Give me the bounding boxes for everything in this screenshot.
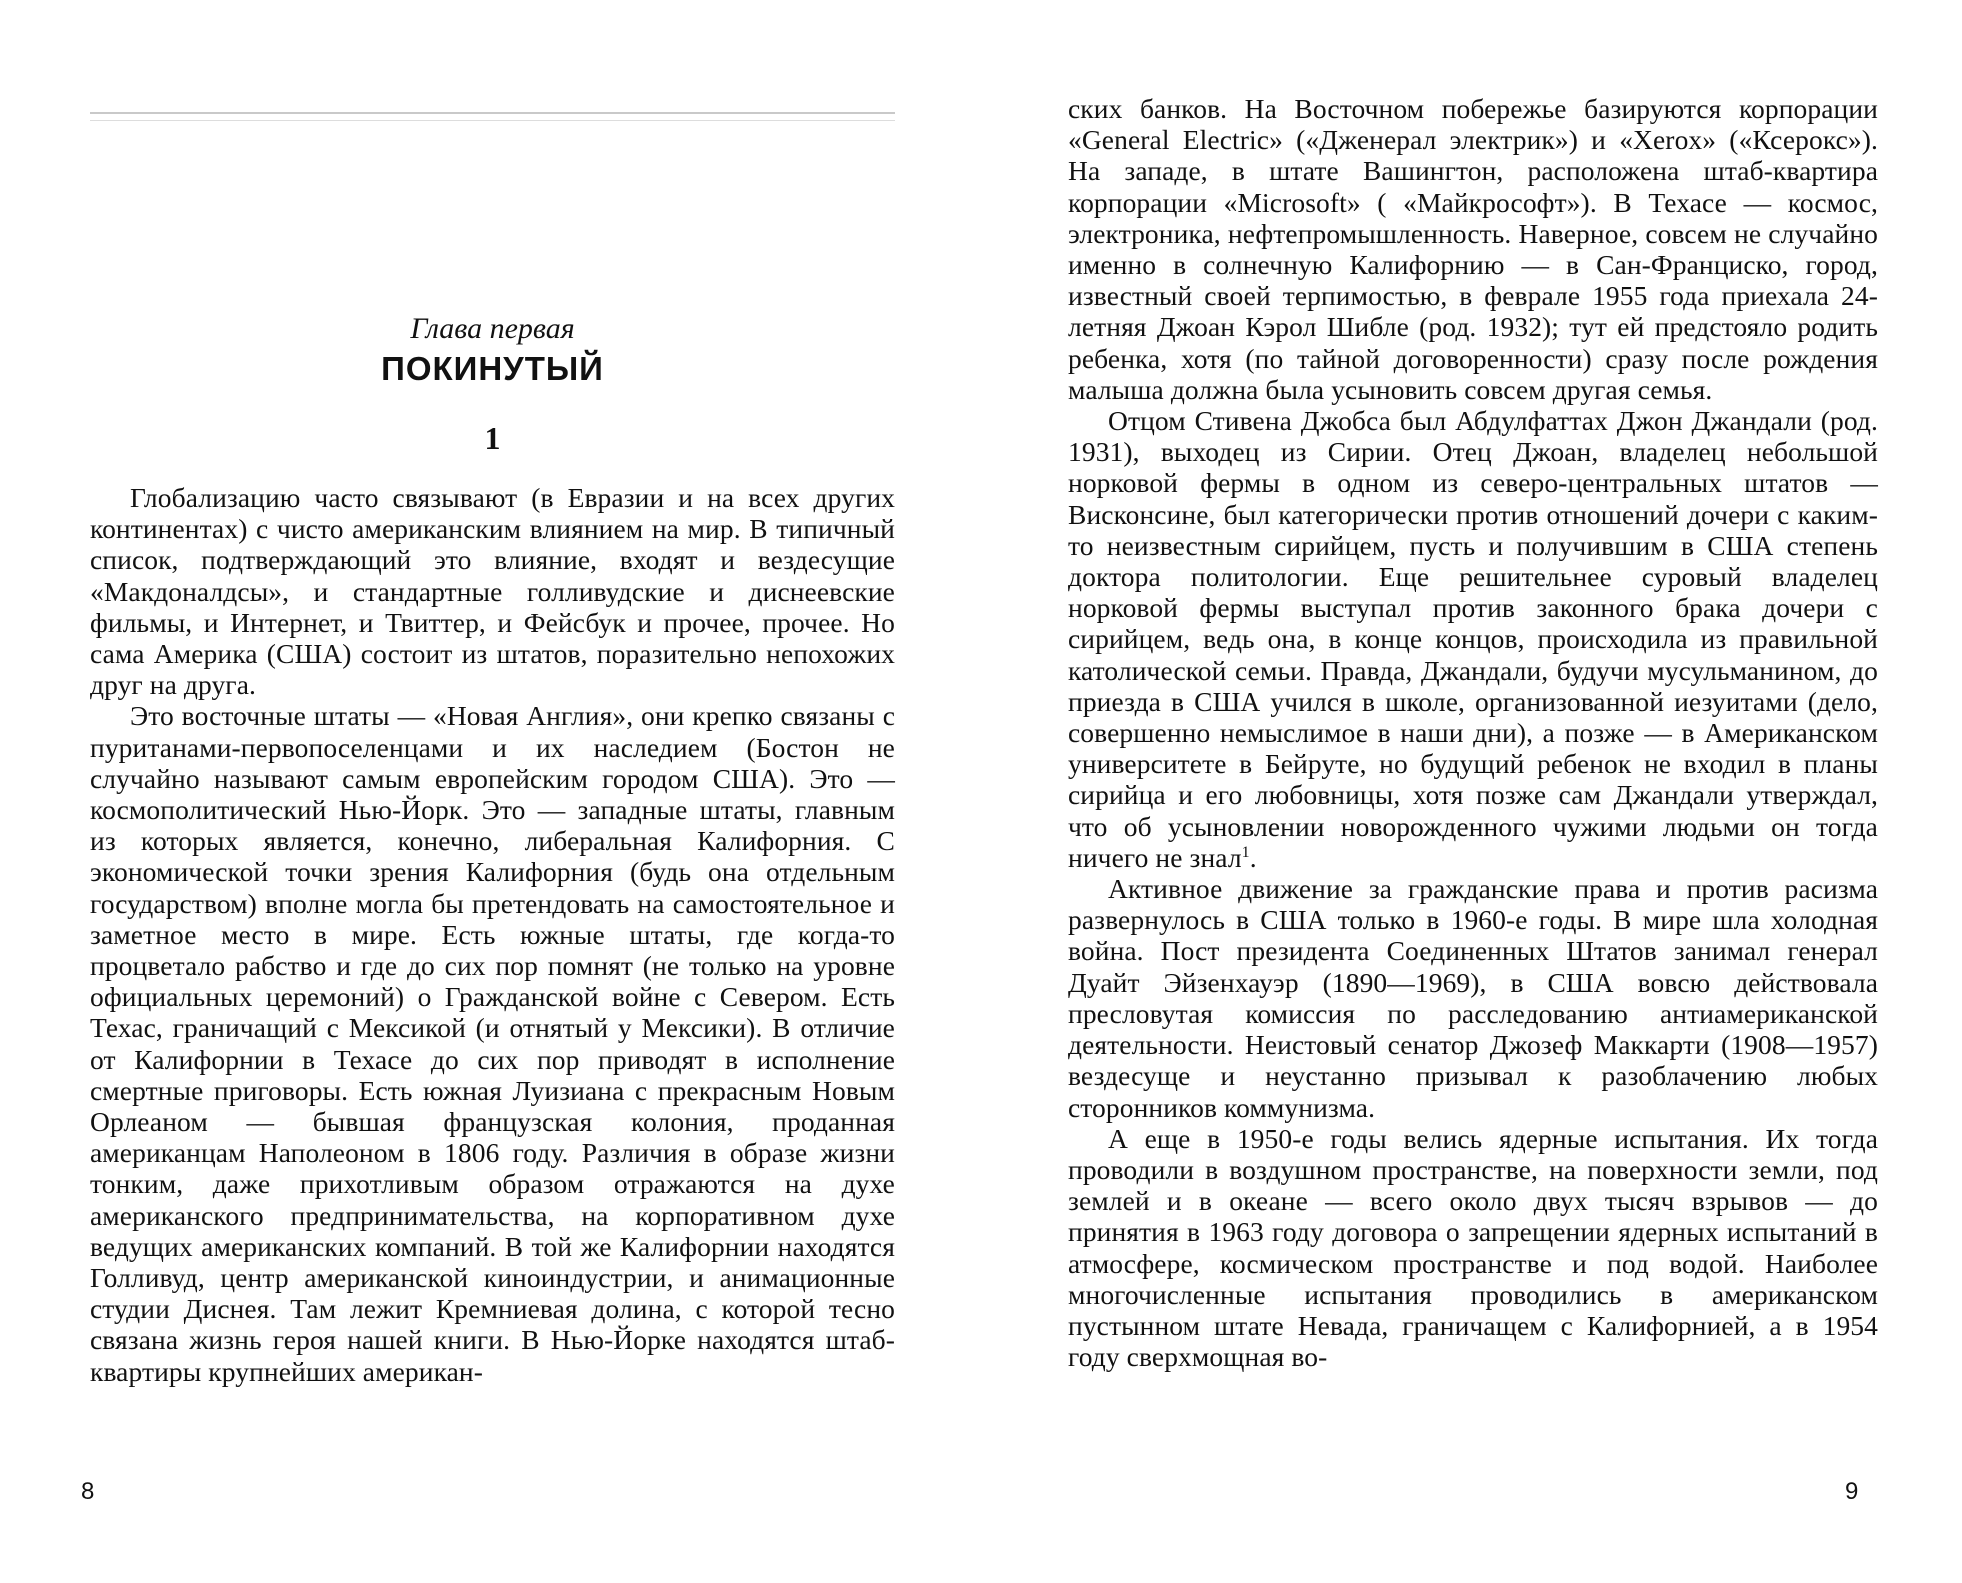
paragraph: ских банков. На Восточном побережье базируются корпорации «General Electric» («Дженерал электрик») и «Xerox» («Ксерокс»). На западе, в штате Вашингтон, расположена штаб-квартира корпорации «Microsoft» ( «Майкрософт»). В Техасе — космос, электроника, нефтепромышленность. Наверное, совсем не случайно именно в солнечную Калифорнию — в Сан-Франциско, город, известный своей терпимостью, в феврале 1955 года приехала 24-летняя Джоан Кэрол Шибле (род. 1932); тут ей предстояло родить ребенка, хотя (по тайной договоренности) сразу после рождения малыша должна была усыновить совсем другая семья. [1068, 93, 1878, 405]
paragraph: Это восточные штаты — «Новая Англия», они крепко связаны с пуританами-первопоселенцами и их наследием (Бостон не случайно называют самым европейским городом США). Это — космополитический Нью-Йорк. Это — западные штаты, главным из которых является, конечно, либеральная Калифорния. С экономической точки зрения Калифорния (будь она отдельным государством) вполне могла бы претендовать на самостоятельное и заметное место в мире. Есть южные штаты, где когда-то процветало рабство и где до сих пор помнят (не только на уровне официальных церемоний) о Гражданской войне с Севером. Есть Техас, граничащий с Мексикой (и отнятый у Мексики). В отличие от Калифорнии в Техасе до сих пор приводят в исполнение смертные приговоры. Есть южная Луизиана с прекрасным Новым Орлеаном — бывшая французская колония, проданная американцам Наполеоном в 1806 году. Различия в образе жизни тонким, даже прихотливым образом отражаются на духе американского предпринимательства, на корпоративном духе ведущих американских компаний. В той же Калифорнии находятся Голливуд, центр американской киноиндустрии, и анимационные студии Диснея. Там лежит Кремниевая долина, с которой тесно связана жизнь героя нашей книги. В Нью-Йорке находятся штаб-квартиры крупнейших американ- [90, 700, 895, 1387]
paragraph-end: . [1249, 841, 1257, 873]
footnote-mark[interactable]: 1 [1241, 843, 1250, 861]
paragraph: А еще в 1950-е годы велись ядерные испытания. Их тогда проводили в воздушном пространстве, на поверхности земли, под землей и в океане — всего около двух тысяч взрывов — до принятия в 1963 году договора о запрещении ядерных испытаний в атмосфере, космическом пространстве и под водой. Наиболее многочисленные испытания проводились в американском пустынном штате Невада, граничащем с Калифорнией, а в 1954 году сверхмощная во- [1068, 1122, 1878, 1373]
paragraph [1068, 405, 1878, 873]
right-body-text [1068, 93, 1878, 1372]
chapter-title: ПОКИНУТЫЙ [381, 350, 604, 387]
paragraph: Глобализацию часто связывают (в Евразии и на всех других континентах) с чисто американским влиянием на мир. В типичный список, подтверждающий это влияние, входят и вездесущие «Макдоналдсы», и стандартные голливудские и диснеевские фильмы, и Интернет, и Твиттер, и Фейсбук и прочее, прочее. Но сама Америка (США) состоит из штатов, поразительно непохожих друг на друга. [90, 482, 895, 701]
right-page [981, 0, 1962, 1583]
page-number: 9 [1845, 1478, 1859, 1505]
paragraph: Активное движение за гражданские права и против расизма развернулось в США только в 1960-е годы. В мире шла холодная война. Пост президента Соединенных Штатов занимал генерал Дуайт Эйзенхауэр (1890—1969), в США вовсю действовала пресловутая комиссия по расследованию антиамериканской деятельности. Неистовый сенатор Джозеф Маккарти (1908—1957) вездесуще и неустанно призывал к разоблачению любых сторонников коммунизма. [1068, 873, 1878, 1123]
paragraph-text: Отцом Стивена Джобса был Абдулфаттах Джон Джандали (род. 1931), выходец из Сирии. Отец Джоан, владелец небольшой норковой фермы в одном из северо-центральных штатов — Висконсине, был категорически против отношений дочери с каким-то неизвестным сирийцем, пусть и получившим в США степень доктора политологии. Еще решительнее суровый владелец норковой фермы выступал против законного брака дочери с сирийцем, ведь она, в конце концов, происходила из правильной католической семьи. Правда, Джандали, будучи мусульманином, до приезда в США учился в школе, организованной иезуитами (дело, совершенно немыслимое в наши дни), а позже — в Американском университете в Бейруте, но будущий ребенок не входил в планы сирийца и его любовницы, хотя позже сам Джандали утверждал, что об усыновлении новорожденного чужими людьми он тогда ничего не знал [1068, 405, 1878, 873]
page-number: 8 [81, 1478, 95, 1505]
left-body-text [90, 482, 895, 1387]
chapter-label: Глава первая [410, 312, 575, 345]
section-number: 1 [484, 420, 501, 456]
top-decorative-rule [90, 112, 895, 121]
